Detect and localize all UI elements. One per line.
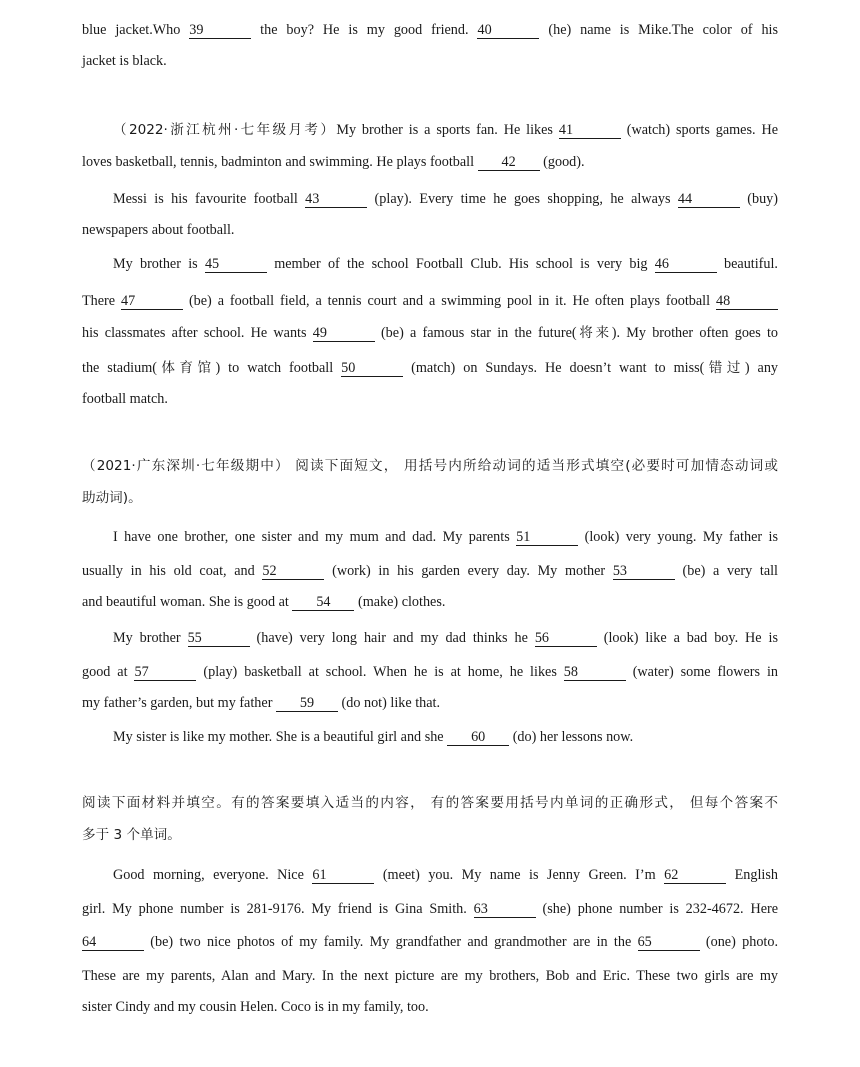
chinese-text: 阅读下面材料并填空。有的答案要填入适当的内容， 有的答案要用括号内单词的正确形式， 但每个答案不 bbox=[82, 795, 778, 811]
text-line bbox=[82, 489, 778, 507]
text-line bbox=[82, 153, 778, 171]
text-line bbox=[82, 663, 778, 681]
text-run: (be) two nice photos of my family. My grandfather and grandmother are in the bbox=[144, 934, 638, 950]
text-run: ) any bbox=[744, 360, 779, 376]
text-run: (buy) bbox=[739, 191, 778, 207]
answer-blank[interactable]: 60 bbox=[447, 730, 509, 746]
chinese-text: 错过 bbox=[704, 360, 745, 376]
text-run: I have one brother, one sister and my mum and dad. My parents bbox=[113, 529, 517, 545]
text-run: (have) very long hair and my dad thinks he bbox=[249, 630, 535, 646]
text-run: my father’s garden, but my father bbox=[82, 695, 276, 711]
text-run: (play) basketball at school. When he is at home, he likes bbox=[196, 664, 564, 680]
text-run: (look) like a bad boy. He is bbox=[596, 630, 778, 646]
text-run: My brother bbox=[113, 630, 188, 646]
answer-blank[interactable]: 61 bbox=[312, 868, 374, 884]
answer-blank[interactable]: 59 bbox=[276, 696, 338, 712]
answer-blank[interactable]: 65 bbox=[638, 935, 700, 951]
text-run: blue jacket.Who bbox=[82, 22, 190, 38]
answer-blank[interactable]: 46 bbox=[655, 257, 717, 273]
text-run: girl. My phone number is 281-9176. My friend is Gina Smith. bbox=[82, 901, 474, 917]
text-run: newspapers about football. bbox=[82, 222, 235, 238]
answer-blank[interactable]: 53 bbox=[613, 564, 675, 580]
text-line bbox=[82, 794, 778, 812]
answer-blank[interactable]: 43 bbox=[305, 192, 367, 208]
text-run: (be) a very tall bbox=[674, 563, 779, 579]
text-line bbox=[82, 694, 778, 712]
text-run: Good morning, everyone. Nice bbox=[113, 867, 313, 883]
text-run: sister Cindy and my cousin Helen. Coco is in my family, too. bbox=[82, 999, 429, 1015]
text-run: football match. bbox=[82, 391, 168, 407]
chinese-text: （2022·浙江杭州·七年级月考） bbox=[113, 122, 337, 138]
text-run: his classmates after school. He wants bbox=[82, 325, 313, 341]
text-line bbox=[82, 292, 778, 310]
text-run: (meet) you. My name is Jenny Green. I’m bbox=[374, 867, 665, 883]
answer-blank[interactable]: 47 bbox=[121, 294, 183, 310]
text-run: and beautiful woman. She is good at bbox=[82, 594, 293, 610]
text-line bbox=[82, 900, 778, 918]
chinese-text: 多于 3 个单词。 bbox=[82, 827, 181, 843]
text-run: beautiful. bbox=[716, 256, 778, 272]
text-run: loves basketball, tennis, badminton and swimming. He plays football bbox=[82, 154, 478, 170]
text-run: My brother is a sports fan. He likes bbox=[336, 122, 559, 138]
text-run: (play). Every time he goes shopping, he always bbox=[367, 191, 678, 207]
answer-blank[interactable]: 42 bbox=[478, 155, 540, 171]
text-line bbox=[113, 629, 778, 647]
text-run: (water) some flowers in bbox=[625, 664, 778, 680]
text-line bbox=[113, 255, 778, 273]
text-line bbox=[82, 359, 778, 377]
text-line bbox=[113, 866, 778, 884]
text-run: (he) name is Mike.The color of his bbox=[539, 22, 779, 38]
answer-blank[interactable]: 40 bbox=[477, 23, 539, 39]
text-run: (make) clothes. bbox=[354, 594, 446, 610]
text-line bbox=[113, 190, 778, 208]
answer-blank[interactable]: 58 bbox=[564, 665, 626, 681]
chinese-text: 助动词)。 bbox=[82, 490, 142, 506]
answer-blank[interactable]: 41 bbox=[559, 123, 621, 139]
chinese-text: 将来 bbox=[576, 325, 612, 341]
answer-blank[interactable]: 62 bbox=[664, 868, 726, 884]
text-run: (good). bbox=[539, 154, 585, 170]
text-line bbox=[82, 933, 778, 951]
text-run: (one) photo. bbox=[699, 934, 778, 950]
answer-blank[interactable]: 52 bbox=[262, 564, 324, 580]
text-line bbox=[82, 324, 778, 342]
text-run: the boy? He is my good friend. bbox=[251, 22, 478, 38]
answer-blank[interactable]: 51 bbox=[516, 530, 578, 546]
text-line bbox=[82, 221, 778, 239]
answer-blank[interactable]: 50 bbox=[341, 361, 403, 377]
text-run: ). My brother often goes to bbox=[611, 325, 778, 341]
text-run: There bbox=[82, 293, 122, 309]
answer-blank[interactable]: 39 bbox=[189, 23, 251, 39]
text-line bbox=[82, 593, 778, 611]
text-run: (do not) like that. bbox=[337, 695, 441, 711]
text-line bbox=[113, 728, 778, 746]
answer-blank[interactable]: 54 bbox=[292, 595, 354, 611]
chinese-text: （2021·广东深圳·七年级期中） 阅读下面短文， 用括号内所给动词的适当形式填空(必要时可加情态动词或 bbox=[82, 458, 778, 474]
text-line bbox=[82, 390, 778, 408]
text-run: ) to watch football bbox=[215, 360, 342, 376]
chinese-text: 体育馆 bbox=[156, 360, 216, 376]
text-line bbox=[82, 826, 778, 844]
text-run: usually in his old coat, and bbox=[82, 563, 263, 579]
text-run: English bbox=[726, 867, 778, 883]
text-line bbox=[113, 121, 778, 139]
text-line bbox=[82, 967, 778, 985]
answer-blank[interactable]: 49 bbox=[313, 326, 375, 342]
text-run: the stadium( bbox=[82, 360, 157, 376]
text-line bbox=[113, 528, 778, 546]
text-line bbox=[82, 52, 778, 70]
text-run: (do) her lessons now. bbox=[509, 729, 634, 745]
text-run: good at bbox=[82, 664, 135, 680]
answer-blank[interactable]: 63 bbox=[474, 902, 536, 918]
answer-blank[interactable]: 64 bbox=[82, 935, 144, 951]
text-run: (match) on Sundays. He doesn’t want to miss( bbox=[403, 360, 705, 376]
text-run: (be) a famous star in the future( bbox=[374, 325, 577, 341]
text-run: (she) phone number is 232-4672. Here bbox=[535, 901, 779, 917]
text-run: My sister is like my mother. She is a beautiful girl and she bbox=[113, 729, 448, 745]
text-line bbox=[82, 457, 778, 475]
text-run: (watch) sports games. He bbox=[620, 122, 778, 138]
text-line bbox=[82, 562, 778, 580]
text-run: (look) very young. My father is bbox=[578, 529, 779, 545]
answer-blank[interactable]: 48 bbox=[716, 294, 778, 310]
answer-blank[interactable]: 44 bbox=[678, 192, 740, 208]
text-run: jacket is black. bbox=[82, 53, 167, 69]
text-line bbox=[82, 998, 778, 1016]
text-run: member of the school Football Club. His school is very big bbox=[266, 256, 655, 272]
text-run: These are my parents, Alan and Mary. In the next picture are my brothers, Bob and Eric. These two girls are my bbox=[82, 968, 778, 984]
answer-blank[interactable]: 55 bbox=[188, 631, 250, 647]
answer-blank[interactable]: 57 bbox=[134, 665, 196, 681]
text-run: (be) a football field, a tennis court and a swimming pool in it. He often plays football bbox=[183, 293, 716, 309]
text-run: Messi is his favourite football bbox=[113, 191, 306, 207]
text-run: (work) in his garden every day. My mother bbox=[324, 563, 613, 579]
text-run: My brother is bbox=[113, 256, 205, 272]
answer-blank[interactable]: 56 bbox=[535, 631, 597, 647]
text-line bbox=[82, 21, 778, 39]
answer-blank[interactable]: 45 bbox=[205, 257, 267, 273]
